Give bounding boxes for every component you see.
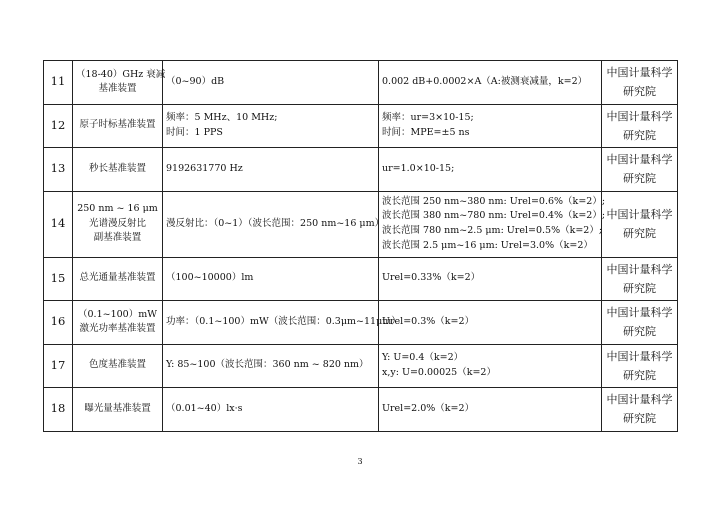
page-number: 3 [357,457,363,466]
measurement-range-line: 功率：（0.1~100）mW（波长范围：0.3μm~11μm） [166,315,401,327]
table-row [44,191,678,257]
table-row [44,257,678,301]
institution-line: 中国计量科学 [606,109,673,123]
uncertainty-line: 波长范围 380 nm~780 nm: Urel=0.4%（k=2）; [382,210,606,222]
device-name-line: 原子时标基准装置 [79,119,156,131]
device-name-line: 秒长基准装置 [88,162,146,174]
measurement-range [163,191,385,257]
measurement-range-line: 频率：5 MHz、10 MHz; [166,112,278,124]
device-name [73,148,163,192]
device-name-line: 副基准装置 [93,232,142,244]
uncertainty [379,344,602,388]
uncertainty-line: Y: U=0.4（k=2） [382,352,464,364]
uncertainty-line: 时间：MPE=±5 ns [382,126,470,138]
table-row [44,61,678,105]
uncertainty [379,257,602,301]
device-name-line: （0.1~100）mW [78,308,157,320]
measurement-range-line: （100~10000）lm [166,272,254,284]
measurement-range-line: 漫反射比：（0~1）（波长范围：250 nm~16 μm） [166,217,385,229]
uncertainty-line: 波长范围 780 nm~2.5 μm: Urel=0.5%（k=2）; [382,225,603,236]
institution [602,61,678,105]
device-name [73,61,166,105]
institution [602,104,678,148]
institution-line: 中国计量科学 [606,262,673,276]
uncertainty [379,388,602,432]
device-name [73,191,163,257]
row-number: 13 [44,148,73,192]
institution-line: 研究院 [623,412,656,426]
device-name [73,388,163,432]
table-row [44,148,678,192]
uncertainty [379,61,602,105]
device-name-line: 色度基准装置 [88,359,146,371]
uncertainty-line: Urel=0.33%（k=2） [382,272,481,284]
device-name-line: 基准装置 [98,83,137,95]
measurement-range [163,61,379,105]
institution-line: 研究院 [623,281,656,295]
device-name [73,257,163,301]
device-name-line: 曝光量基准装置 [84,402,151,414]
uncertainty-line: 波长范围 2.5 μm~16 μm: Urel=3.0%（k=2） [382,239,593,251]
device-name-line: （18-40）GHz 衰减 [76,68,166,80]
uncertainty [379,104,602,148]
institution-line: 研究院 [623,172,656,186]
row-number: 15 [44,257,73,301]
institution [602,388,678,432]
uncertainty-line: 0.002 dB+0.0002×A（A:被测衰减量，k=2） [382,75,588,87]
uncertainty [379,191,606,257]
uncertainty [379,301,602,345]
device-name-line: 总光通量基准装置 [79,272,156,284]
measurement-range [163,148,379,192]
uncertainty-line: Urel=0.3%（k=2） [382,315,475,327]
institution-line: 中国计量科学 [606,306,673,319]
institution-line: 中国计量科学 [606,153,673,166]
institution [602,148,678,192]
table-row [44,388,678,432]
measurement-range [163,388,379,432]
table-row [44,104,678,148]
institution [602,191,678,257]
institution [602,257,678,301]
measurement-range [163,301,401,345]
uncertainty-line: 波长范围 250 nm~380 nm: Urel=0.6%（k=2）; [382,195,606,207]
measurement-range [163,257,379,301]
institution-line: 中国计量科学 [606,66,673,79]
row-number: 11 [44,61,73,105]
device-name [73,301,163,345]
institution [602,301,678,345]
measurement-range [163,344,379,388]
measurement-range-line: 9192631770 Hz [166,162,243,174]
institution-line: 研究院 [623,227,656,240]
device-name-line: 250 nm ~ 16 μm [77,202,158,214]
measurement-range-line: （0~90）dB [166,75,225,87]
table-row [44,301,678,345]
uncertainty-line: Urel=2.0%（k=2） [382,402,475,414]
institution-line: 研究院 [623,325,656,339]
institution-line: 中国计量科学 [606,349,673,363]
institution-line: 中国计量科学 [606,207,673,221]
row-number: 12 [44,104,73,148]
table-row [44,344,678,388]
measurement-range-line: 时间：1 PPS [166,126,223,138]
device-name [73,344,163,388]
uncertainty-line: 频率：ur=3×10-15; [382,112,474,124]
device-name-line: 激光功率基准装置 [79,323,156,335]
institution [602,344,678,388]
measurement-range-line: Y: 85~100（波长范围：360 nm ~ 820 nm） [166,359,369,371]
measurement-range-line: （0.01~40）lx·s [166,402,243,414]
measurement-range [163,104,379,148]
row-number: 16 [44,301,73,345]
institution-line: 中国计量科学 [606,393,673,406]
standards-table [43,60,678,432]
institution-line: 研究院 [623,85,656,99]
device-name-line: 光谱漫反射比 [88,217,146,229]
institution-line: 研究院 [623,128,656,142]
institution-line: 研究院 [623,368,656,382]
row-number: 14 [44,191,73,257]
uncertainty-line: ur=1.0×10-15; [382,162,455,174]
uncertainty [379,148,602,192]
row-number: 17 [44,344,73,388]
uncertainty-line: x,y: U=0.00025（k=2） [382,366,496,378]
row-number: 18 [44,388,73,432]
device-name [73,104,163,148]
